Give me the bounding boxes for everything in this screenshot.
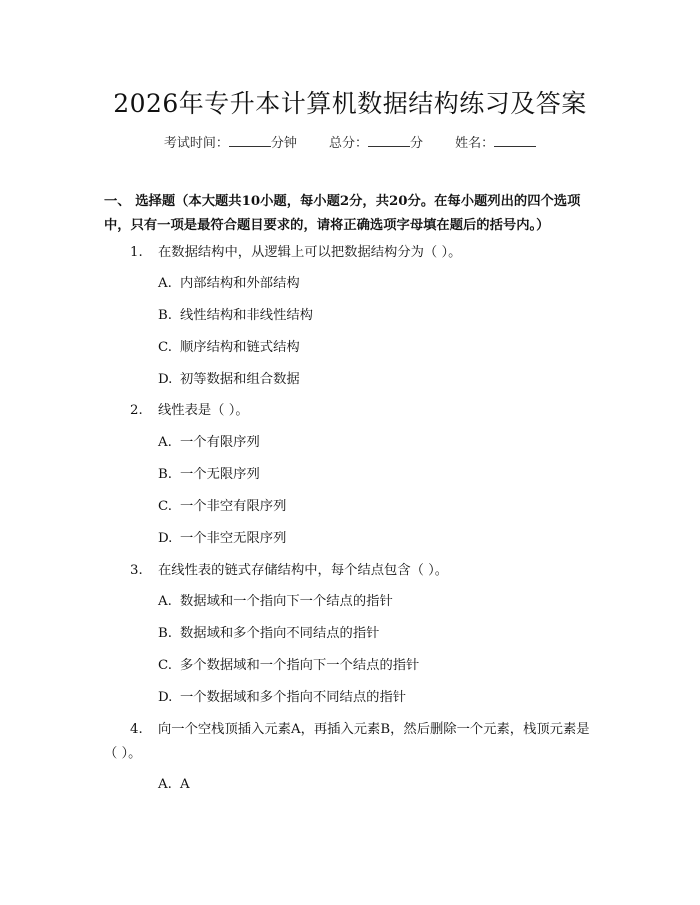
- question-2-option-a: [158, 433, 260, 453]
- question-2-option-c: [158, 497, 286, 517]
- option-letter: D.: [158, 690, 173, 705]
- student-name-label: 姓名：: [455, 136, 495, 151]
- option-text: 一个非空无限序列: [180, 531, 287, 546]
- option-letter: A.: [158, 435, 172, 450]
- question-3: [104, 559, 602, 583]
- option-text: 一个数据域和多个指向不同结点的指针: [180, 690, 407, 705]
- option-letter: A.: [158, 594, 172, 609]
- question-text: 在数据结构中，从逻辑上可以把数据结构分为（ ）。: [158, 245, 462, 260]
- option-text: 线性结构和非线性结构: [180, 308, 313, 323]
- question-1-option-a: [158, 274, 300, 294]
- question-3-option-b: [158, 624, 379, 644]
- question-text: 线性表是（ ）。: [158, 403, 249, 418]
- section-heading: 一、 选择题（本大题共10小题，每小题2分，共20分。在每小题列出的四个选项中，只有一项是最符合题目要求的，请将正确选项字母填在题后的括号内。）: [104, 194, 581, 233]
- question-1-option-b: [158, 306, 313, 326]
- question-3-option-a: [158, 592, 393, 612]
- question-number: 4.: [130, 722, 143, 737]
- question-number: 1.: [130, 245, 143, 260]
- option-letter: D.: [158, 372, 173, 387]
- question-2-option-b: [158, 465, 260, 485]
- option-letter: C.: [158, 340, 172, 355]
- question-1-option-c: [158, 338, 300, 358]
- question-1: [104, 241, 602, 265]
- exam-time-field: [164, 132, 297, 151]
- option-letter: B.: [158, 467, 172, 482]
- exam-meta-line: [0, 132, 700, 151]
- option-text: 顺序结构和链式结构: [180, 340, 300, 355]
- option-text: 初等数据和组合数据: [180, 372, 300, 387]
- total-score-unit: 分: [410, 136, 424, 151]
- option-text: 数据域和多个指向不同结点的指针: [180, 626, 380, 641]
- option-letter: B.: [158, 308, 172, 323]
- student-name-blank: [494, 134, 536, 147]
- question-number: 3.: [130, 563, 143, 578]
- question-text: 向一个空栈顶插入元素A，再插入元素B，然后删除一个元素，栈顶元素是（ ）。: [104, 722, 590, 761]
- question-text: 在线性表的链式存储结构中，每个结点包含（ ）。: [158, 563, 449, 578]
- question-number: 2.: [130, 403, 143, 418]
- option-letter: B.: [158, 626, 172, 641]
- option-text: 一个有限序列: [180, 435, 260, 450]
- exam-time-unit: 分钟: [270, 136, 297, 151]
- option-text: 多个数据域和一个指向下一个结点的指针: [180, 658, 420, 673]
- question-4: [104, 718, 602, 766]
- option-text: 一个非空有限序列: [180, 499, 287, 514]
- student-name-field: [455, 132, 536, 151]
- exam-time-label: 考试时间：: [163, 136, 229, 151]
- total-score-blank: [368, 134, 410, 147]
- exam-time-blank: [229, 134, 271, 147]
- question-3-option-d: [158, 688, 406, 708]
- total-score-field: [329, 132, 423, 151]
- option-letter: A.: [158, 276, 172, 291]
- option-letter: C.: [158, 499, 172, 514]
- option-text: 数据域和一个指向下一个结点的指针: [180, 594, 393, 609]
- question-1-option-d: [158, 370, 300, 390]
- question-4-option-a: [158, 775, 190, 795]
- question-3-option-c: [158, 656, 419, 676]
- document-title: 2026年专升本计算机数据结构练习及答案: [113, 89, 587, 118]
- option-text: 内部结构和外部结构: [180, 276, 300, 291]
- total-score-label: 总分：: [328, 136, 368, 151]
- option-text: 一个无限序列: [180, 467, 260, 482]
- option-letter: C.: [158, 658, 172, 673]
- option-letter: A.: [158, 777, 172, 792]
- question-2: [104, 399, 602, 423]
- question-2-option-d: [158, 529, 286, 549]
- option-letter: D.: [158, 531, 173, 546]
- option-text: A: [180, 777, 190, 792]
